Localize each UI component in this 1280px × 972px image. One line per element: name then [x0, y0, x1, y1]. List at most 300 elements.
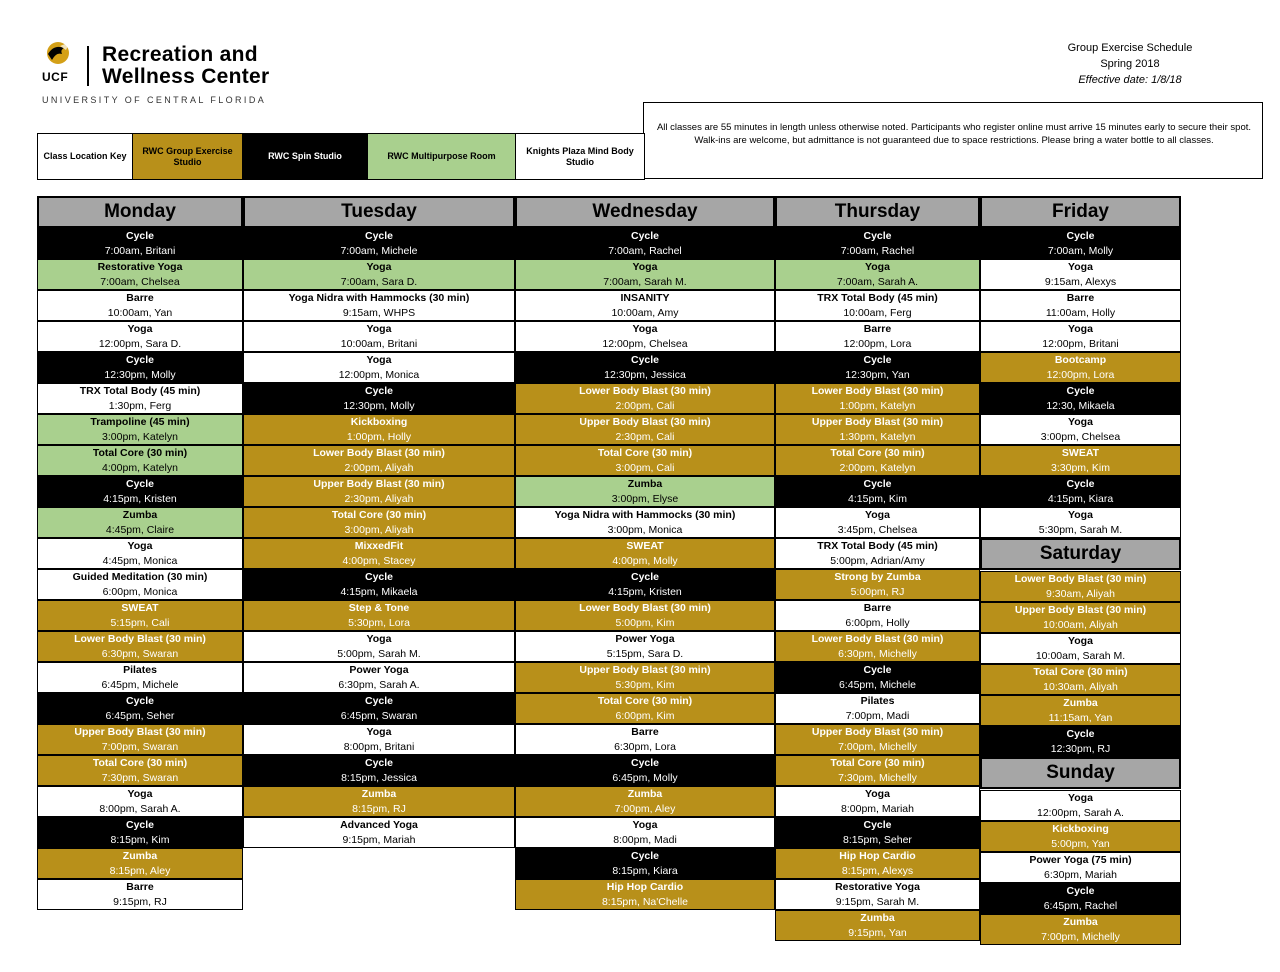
class-cell-wednesday — [515, 848, 775, 879]
class-name: Yoga — [366, 354, 392, 366]
class-time-instructor: 12:00pm, Monica — [338, 369, 420, 381]
class-time-instructor: 3:00pm, Cali — [615, 462, 675, 474]
class-time-instructor: 4:15pm, Kim — [848, 493, 907, 505]
logo-subtitle: UNIVERSITY OF CENTRAL FLORIDA — [42, 95, 267, 105]
key-knights-plaza: Knights Plaza Mind Body Studio — [516, 134, 644, 179]
class-time-instructor: 8:15pm, Kim — [110, 834, 170, 846]
effective-date: Effective date: 1/8/18 — [1078, 74, 1182, 86]
class-name: Lower Body Blast (30 min) — [1014, 573, 1147, 585]
class-cell-monday — [37, 507, 243, 538]
class-time-instructor: 9:15am, WHPS — [342, 307, 416, 319]
class-time-instructor: 8:15pm, RJ — [352, 803, 406, 815]
class-cell-sunday — [980, 883, 1181, 914]
class-name: Power Yoga — [615, 633, 675, 645]
class-cell-sunday — [980, 790, 1181, 821]
class-name: Lower Body Blast (30 min) — [579, 602, 711, 614]
day-header-friday: Friday — [980, 196, 1181, 228]
class-name: Zumba — [1063, 697, 1098, 709]
class-cell-tuesday — [243, 662, 515, 693]
day-header-saturday: Saturday — [980, 538, 1181, 570]
class-time-instructor: 11:00am, Holly — [1045, 307, 1116, 319]
class-name: Barre — [631, 726, 659, 738]
class-cell-friday — [980, 352, 1181, 383]
class-time-instructor: 9:15pm, Mariah — [342, 834, 416, 846]
class-cell-wednesday — [515, 414, 775, 445]
class-time-instructor: 5:00pm, Sarah M. — [337, 648, 421, 660]
class-cell-thursday — [775, 755, 980, 786]
class-name: Yoga — [127, 323, 153, 335]
class-cell-tuesday — [243, 414, 515, 445]
class-time-instructor: 8:00pm, Mariah — [841, 803, 914, 815]
class-name: Cycle — [125, 695, 155, 707]
class-time-instructor: 9:15pm, Sarah M. — [835, 896, 920, 908]
class-cell-wednesday — [515, 259, 775, 290]
class-time-instructor: 2:30pm, Aliyah — [344, 493, 414, 505]
class-cell-monday — [37, 817, 243, 848]
class-cell-monday — [37, 693, 243, 724]
class-cell-monday — [37, 631, 243, 662]
class-cell-thursday — [775, 817, 980, 848]
class-time-instructor: 6:30pm, Swaran — [101, 648, 179, 660]
key-spin: RWC Spin Studio — [243, 134, 368, 179]
class-name: Step & Tone — [348, 602, 410, 614]
class-name: Zumba — [860, 912, 895, 924]
class-name: Lower Body Blast (30 min) — [579, 385, 711, 397]
class-cell-tuesday — [243, 507, 515, 538]
class-name: Cycle — [863, 230, 892, 242]
class-cell-saturday — [980, 664, 1181, 695]
class-name: Zumba — [1063, 916, 1098, 928]
class-name: Cycle — [364, 757, 394, 769]
class-cell-saturday — [980, 571, 1181, 602]
class-cell-saturday — [980, 695, 1181, 726]
class-cell-tuesday — [243, 290, 515, 321]
class-cell-thursday — [775, 352, 980, 383]
class-cell-monday — [37, 383, 243, 414]
class-name: Total Core (30 min) — [92, 447, 188, 459]
class-time-instructor: 10:00am, Aliyah — [1043, 619, 1118, 631]
class-time-instructor: 10:30am, Aliyah — [1043, 681, 1118, 693]
class-time-instructor: 12:00pm, Chelsea — [602, 338, 688, 350]
class-name: TRX Total Body (45 min) — [79, 385, 201, 397]
schedule-term: Spring 2018 — [1100, 58, 1160, 70]
class-name: Total Core (30 min) — [1033, 666, 1128, 678]
class-time-instructor: 12:30pm, Molly — [104, 369, 176, 381]
class-name: Cycle — [1066, 885, 1095, 897]
class-cell-wednesday — [515, 879, 775, 910]
class-time-instructor: 6:45pm, Swaran — [340, 710, 418, 722]
class-name: Guided Meditation (30 min) — [72, 571, 208, 583]
class-time-instructor: 8:15pm, Jessica — [341, 772, 417, 784]
class-time-instructor: 2:30pm, Cali — [615, 431, 675, 443]
class-name: Upper Body Blast (30 min) — [579, 416, 711, 428]
class-time-instructor: 6:00pm, Kim — [615, 710, 675, 722]
class-cell-thursday — [775, 538, 980, 569]
class-time-instructor: 12:30pm, RJ — [1050, 743, 1111, 755]
class-cell-sunday — [980, 821, 1181, 852]
class-name: Total Core (30 min) — [331, 509, 427, 521]
class-name: Yoga — [1068, 323, 1093, 335]
class-time-instructor: 12:00pm, Sara D. — [98, 338, 182, 350]
class-name: Upper Body Blast (30 min) — [313, 478, 445, 490]
class-time-instructor: 11:15am, Yan — [1048, 712, 1113, 724]
class-cell-monday — [37, 724, 243, 755]
class-cell-wednesday — [515, 755, 775, 786]
class-cell-thursday — [775, 662, 980, 693]
class-time-instructor: 7:30pm, Swaran — [101, 772, 179, 784]
class-cell-wednesday — [515, 383, 775, 414]
class-time-instructor: 5:00pm, RJ — [850, 586, 905, 598]
class-name: Cycle — [125, 478, 155, 490]
class-time-instructor: 7:00am, Sarah A. — [836, 276, 919, 288]
class-name: Cycle — [863, 478, 892, 490]
class-time-instructor: 8:15pm, Alexys — [841, 865, 914, 877]
class-cell-saturday — [980, 633, 1181, 664]
class-cell-friday — [980, 321, 1181, 352]
class-cell-wednesday — [515, 290, 775, 321]
class-cell-sunday — [980, 914, 1181, 945]
class-name: Yoga — [1068, 416, 1093, 428]
day-header-tuesday: Tuesday — [243, 196, 515, 228]
class-name: Barre — [126, 881, 154, 893]
class-cell-tuesday — [243, 755, 515, 786]
class-name: Total Core (30 min) — [830, 447, 925, 459]
class-name: Yoga — [366, 633, 392, 645]
class-time-instructor: 12:00pm, Lora — [843, 338, 912, 350]
class-name: Yoga — [366, 726, 392, 738]
class-cell-saturday — [980, 726, 1181, 757]
class-name: Cycle — [863, 819, 892, 831]
key-group-exercise: RWC Group Exercise Studio — [133, 134, 243, 179]
class-cell-thursday — [775, 383, 980, 414]
class-name: Yoga — [865, 788, 890, 800]
class-name: Yoga — [1068, 261, 1093, 273]
class-time-instructor: 8:15pm, Aley — [109, 865, 171, 877]
class-name: TRX Total Body (45 min) — [817, 292, 938, 304]
class-cell-wednesday — [515, 352, 775, 383]
class-name: Cycle — [125, 230, 155, 242]
class-time-instructor: 7:00pm, Michelly — [1041, 931, 1120, 943]
class-name: Pilates — [860, 695, 895, 707]
class-cell-monday — [37, 755, 243, 786]
class-cell-tuesday — [243, 817, 515, 848]
class-name: Lower Body Blast (30 min) — [313, 447, 445, 459]
class-time-instructor: 3:00pm, Elyse — [611, 493, 679, 505]
class-name: Hip Hop Cardio — [839, 850, 916, 862]
class-name: Yoga — [1068, 509, 1093, 521]
class-name: Zumba — [122, 850, 158, 862]
class-name: TRX Total Body (45 min) — [817, 540, 938, 552]
class-time-instructor: 4:15pm, Mikaela — [340, 586, 418, 598]
class-time-instructor: 4:45pm, Monica — [102, 555, 178, 567]
class-time-instructor: 1:30pm, Katelyn — [839, 431, 916, 443]
class-time-instructor: 5:30pm, Lora — [348, 617, 410, 629]
class-time-instructor: 2:00pm, Cali — [615, 400, 675, 412]
class-name: Upper Body Blast (30 min) — [74, 726, 206, 738]
class-time-instructor: 3:00pm, Katelyn — [102, 431, 178, 443]
class-time-instructor: 7:30pm, Michelly — [838, 772, 917, 784]
class-name: Cycle — [630, 850, 660, 862]
schedule-title-block — [1040, 40, 1220, 88]
class-time-instructor: 6:00pm, Holly — [845, 617, 910, 629]
class-time-instructor: 7:00am, Sara D. — [340, 276, 418, 288]
class-name: Zumba — [627, 788, 663, 800]
class-time-instructor: 4:15pm, Kristen — [103, 493, 177, 505]
class-name: Strong by Zumba — [834, 571, 921, 583]
class-time-instructor: 12:00pm, Britani — [1042, 338, 1119, 350]
class-cell-thursday — [775, 228, 980, 259]
class-cell-wednesday — [515, 507, 775, 538]
class-cell-monday — [37, 848, 243, 879]
class-cell-monday — [37, 662, 243, 693]
class-time-instructor: 7:00am, Rachel — [608, 245, 682, 257]
class-time-instructor: 10:00am, Amy — [611, 307, 679, 319]
class-cell-monday — [37, 228, 243, 259]
class-time-instructor: 6:00pm, Monica — [102, 586, 178, 598]
class-name: Hip Hop Cardio — [606, 881, 684, 893]
class-time-instructor: 8:00pm, Madi — [613, 834, 677, 846]
logo-title — [102, 44, 270, 88]
class-cell-thursday — [775, 445, 980, 476]
class-time-instructor: 1:00pm, Holly — [346, 431, 412, 443]
class-time-instructor: 5:15pm, Sara D. — [606, 648, 684, 660]
class-cell-monday — [37, 476, 243, 507]
class-cell-tuesday — [243, 569, 515, 600]
class-time-instructor: 9:15pm, Yan — [848, 927, 907, 939]
class-time-instructor: 5:15pm, Cali — [110, 617, 170, 629]
class-name: Yoga — [865, 509, 890, 521]
class-cell-wednesday — [515, 786, 775, 817]
class-name: Yoga — [366, 261, 392, 273]
class-time-instructor: 5:00pm, Yan — [1051, 838, 1110, 850]
class-name: Kickboxing — [1052, 823, 1109, 835]
class-time-instructor: 9:15pm, RJ — [113, 896, 167, 908]
class-name: Cycle — [863, 664, 892, 676]
class-name: Yoga — [632, 323, 658, 335]
class-cell-wednesday — [515, 538, 775, 569]
class-notice: All classes are 55 minutes in length unless otherwise noted. Participants who register online must arrive 15 minutes early to secure their spot. Walk-ins are welcome, but admittance is not guaranteed due to space restrictions. Please bring a water bottle to all classes. — [643, 102, 1263, 179]
class-time-instructor: 4:00pm, Stacey — [342, 555, 416, 567]
class-cell-wednesday — [515, 631, 775, 662]
class-time-instructor: 6:30pm, Michelly — [838, 648, 917, 660]
class-name: Cycle — [364, 385, 394, 397]
key-multipurpose: RWC Multipurpose Room — [368, 134, 516, 179]
class-name: Power Yoga — [349, 664, 409, 676]
class-cell-tuesday — [243, 259, 515, 290]
class-name: Yoga — [632, 261, 658, 273]
class-cell-tuesday — [243, 693, 515, 724]
class-name: Trampoline (45 min) — [90, 416, 190, 428]
logo-title-line1: Recreation and — [102, 43, 258, 66]
class-time-instructor: 9:15am, Alexys — [1044, 276, 1117, 288]
class-time-instructor: 8:15pm, Seher — [843, 834, 912, 846]
class-cell-friday — [980, 414, 1181, 445]
class-cell-friday — [980, 383, 1181, 414]
class-time-instructor: 4:00pm, Katelyn — [102, 462, 178, 474]
class-name: Restorative Yoga — [835, 881, 920, 893]
rwc-logo — [40, 40, 300, 110]
class-time-instructor: 9:30am, Aliyah — [1046, 588, 1115, 600]
class-time-instructor: 5:00pm, Adrian/Amy — [830, 555, 925, 567]
class-time-instructor: 7:00pm, Aley — [614, 803, 676, 815]
class-cell-wednesday — [515, 693, 775, 724]
class-time-instructor: 3:00pm, Chelsea — [1040, 431, 1121, 443]
class-name: Total Core (30 min) — [92, 757, 188, 769]
class-cell-monday — [37, 321, 243, 352]
class-name: Cycle — [125, 819, 155, 831]
class-time-instructor: 1:30pm, Ferg — [108, 400, 172, 412]
class-name: Yoga — [127, 540, 153, 552]
class-name: INSANITY — [620, 292, 670, 304]
class-time-instructor: 4:45pm, Claire — [105, 524, 175, 536]
class-time-instructor: 12:30pm, Yan — [845, 369, 910, 381]
class-time-instructor: 7:00pm, Swaran — [101, 741, 179, 753]
class-time-instructor: 8:15pm, Kiara — [612, 865, 678, 877]
class-name: Cycle — [125, 354, 155, 366]
class-name: Yoga — [632, 819, 658, 831]
class-name: Yoga — [127, 788, 153, 800]
class-time-instructor: 1:00pm, Katelyn — [839, 400, 916, 412]
class-time-instructor: 7:00pm, Michelly — [838, 741, 917, 753]
class-name: Pilates — [123, 664, 157, 676]
class-time-instructor: 4:15pm, Kiara — [1047, 493, 1114, 505]
class-cell-tuesday — [243, 321, 515, 352]
class-time-instructor: 6:30pm, Sarah A. — [338, 679, 420, 691]
class-time-instructor: 7:00am, Molly — [1047, 245, 1114, 257]
class-name: SWEAT — [121, 602, 159, 614]
class-name: Upper Body Blast (30 min) — [1014, 604, 1147, 616]
class-cell-friday — [980, 507, 1181, 538]
class-name: Barre — [863, 602, 892, 614]
key-label: Class Location Key — [38, 134, 133, 179]
class-cell-tuesday — [243, 476, 515, 507]
class-cell-tuesday — [243, 538, 515, 569]
class-cell-friday — [980, 445, 1181, 476]
class-cell-monday — [37, 879, 243, 910]
class-cell-sunday — [980, 852, 1181, 883]
class-cell-thursday — [775, 507, 980, 538]
class-cell-wednesday — [515, 445, 775, 476]
class-name: Barre — [863, 323, 892, 335]
class-time-instructor: 6:45pm, Michele — [838, 679, 917, 691]
class-name: Yoga — [865, 261, 890, 273]
class-name: Zumba — [361, 788, 397, 800]
class-name: Cycle — [1066, 728, 1095, 740]
class-cell-monday — [37, 569, 243, 600]
class-name: Cycle — [364, 695, 394, 707]
class-name: Upper Body Blast (30 min) — [811, 726, 944, 738]
class-name: SWEAT — [1061, 447, 1100, 459]
class-time-instructor: 4:15pm, Kristen — [608, 586, 682, 598]
class-name: Upper Body Blast (30 min) — [811, 416, 944, 428]
logo-ucf-text: UCF — [42, 70, 69, 84]
class-time-instructor: 7:00am, Michele — [340, 245, 418, 257]
class-time-instructor: 3:45pm, Chelsea — [837, 524, 918, 536]
class-name: Cycle — [364, 230, 394, 242]
class-time-instructor: 10:00am, Britani — [340, 338, 418, 350]
class-cell-friday — [980, 228, 1181, 259]
logo-divider — [87, 46, 89, 86]
class-cell-thursday — [775, 879, 980, 910]
class-cell-monday — [37, 414, 243, 445]
class-time-instructor: 8:00pm, Sarah A. — [99, 803, 181, 815]
class-cell-wednesday — [515, 228, 775, 259]
class-name: Cycle — [630, 230, 660, 242]
class-cell-thursday — [775, 631, 980, 662]
class-time-instructor: 12:30, Mikaela — [1046, 400, 1115, 412]
class-time-instructor: 12:00pm, Sarah A. — [1037, 807, 1124, 819]
class-time-instructor: 7:00am, Rachel — [840, 245, 915, 257]
class-name: Yoga Nidra with Hammocks (30 min) — [554, 509, 736, 521]
class-cell-thursday — [775, 724, 980, 755]
class-name: Cycle — [630, 354, 660, 366]
class-name: Yoga — [1068, 792, 1093, 804]
class-name: Upper Body Blast (30 min) — [579, 664, 711, 676]
class-cell-monday — [37, 259, 243, 290]
class-name: Bootcamp — [1054, 354, 1107, 366]
class-name: Yoga Nidra with Hammocks (30 min) — [288, 292, 470, 304]
class-cell-thursday — [775, 414, 980, 445]
class-time-instructor: 5:30pm, Sarah M. — [1038, 524, 1123, 536]
class-time-instructor: 8:00pm, Britani — [343, 741, 415, 753]
class-name: Total Core (30 min) — [830, 757, 925, 769]
class-name: Yoga — [1068, 635, 1093, 647]
class-time-instructor: 3:30pm, Kim — [1051, 462, 1110, 474]
day-header-thursday: Thursday — [775, 196, 980, 228]
class-time-instructor: 10:00am, Ferg — [843, 307, 912, 319]
class-cell-thursday — [775, 600, 980, 631]
class-time-instructor: 12:30pm, Jessica — [604, 369, 686, 381]
class-time-instructor: 3:00pm, Monica — [607, 524, 683, 536]
class-cell-tuesday — [243, 383, 515, 414]
class-name: Cycle — [1066, 230, 1095, 242]
class-time-instructor: 10:00am, Yan — [107, 307, 173, 319]
class-cell-monday — [37, 538, 243, 569]
class-name: Advanced Yoga — [340, 819, 418, 831]
class-name: Barre — [126, 292, 154, 304]
class-cell-friday — [980, 259, 1181, 290]
class-cell-thursday — [775, 569, 980, 600]
class-cell-wednesday — [515, 662, 775, 693]
class-name: Total Core (30 min) — [597, 695, 693, 707]
class-cell-wednesday — [515, 569, 775, 600]
class-name: Cycle — [1066, 385, 1095, 397]
class-cell-thursday — [775, 848, 980, 879]
class-time-instructor: 8:15pm, Na'Chelle — [601, 896, 689, 908]
class-cell-wednesday — [515, 476, 775, 507]
class-cell-tuesday — [243, 786, 515, 817]
class-time-instructor: 10:00am, Sarah M. — [1035, 650, 1126, 662]
class-time-instructor: 3:00pm, Aliyah — [344, 524, 414, 536]
class-name: Total Core (30 min) — [597, 447, 693, 459]
class-time-instructor: 12:00pm, Lora — [1046, 369, 1115, 381]
class-name: Yoga — [366, 323, 392, 335]
class-time-instructor: 7:00am, Britani — [104, 245, 176, 257]
class-time-instructor: 6:45pm, Seher — [105, 710, 175, 722]
class-time-instructor: 5:00pm, Kim — [615, 617, 675, 629]
class-name: Cycle — [630, 571, 660, 583]
class-time-instructor: 6:45pm, Rachel — [1043, 900, 1118, 912]
class-time-instructor: 2:00pm, Aliyah — [344, 462, 414, 474]
class-cell-monday — [37, 600, 243, 631]
class-cell-thursday — [775, 476, 980, 507]
class-cell-wednesday — [515, 321, 775, 352]
class-time-instructor: 7:00pm, Madi — [845, 710, 910, 722]
class-name: Barre — [1066, 292, 1095, 304]
class-cell-friday — [980, 476, 1181, 507]
class-cell-saturday — [980, 602, 1181, 633]
day-header-monday: Monday — [37, 196, 243, 228]
